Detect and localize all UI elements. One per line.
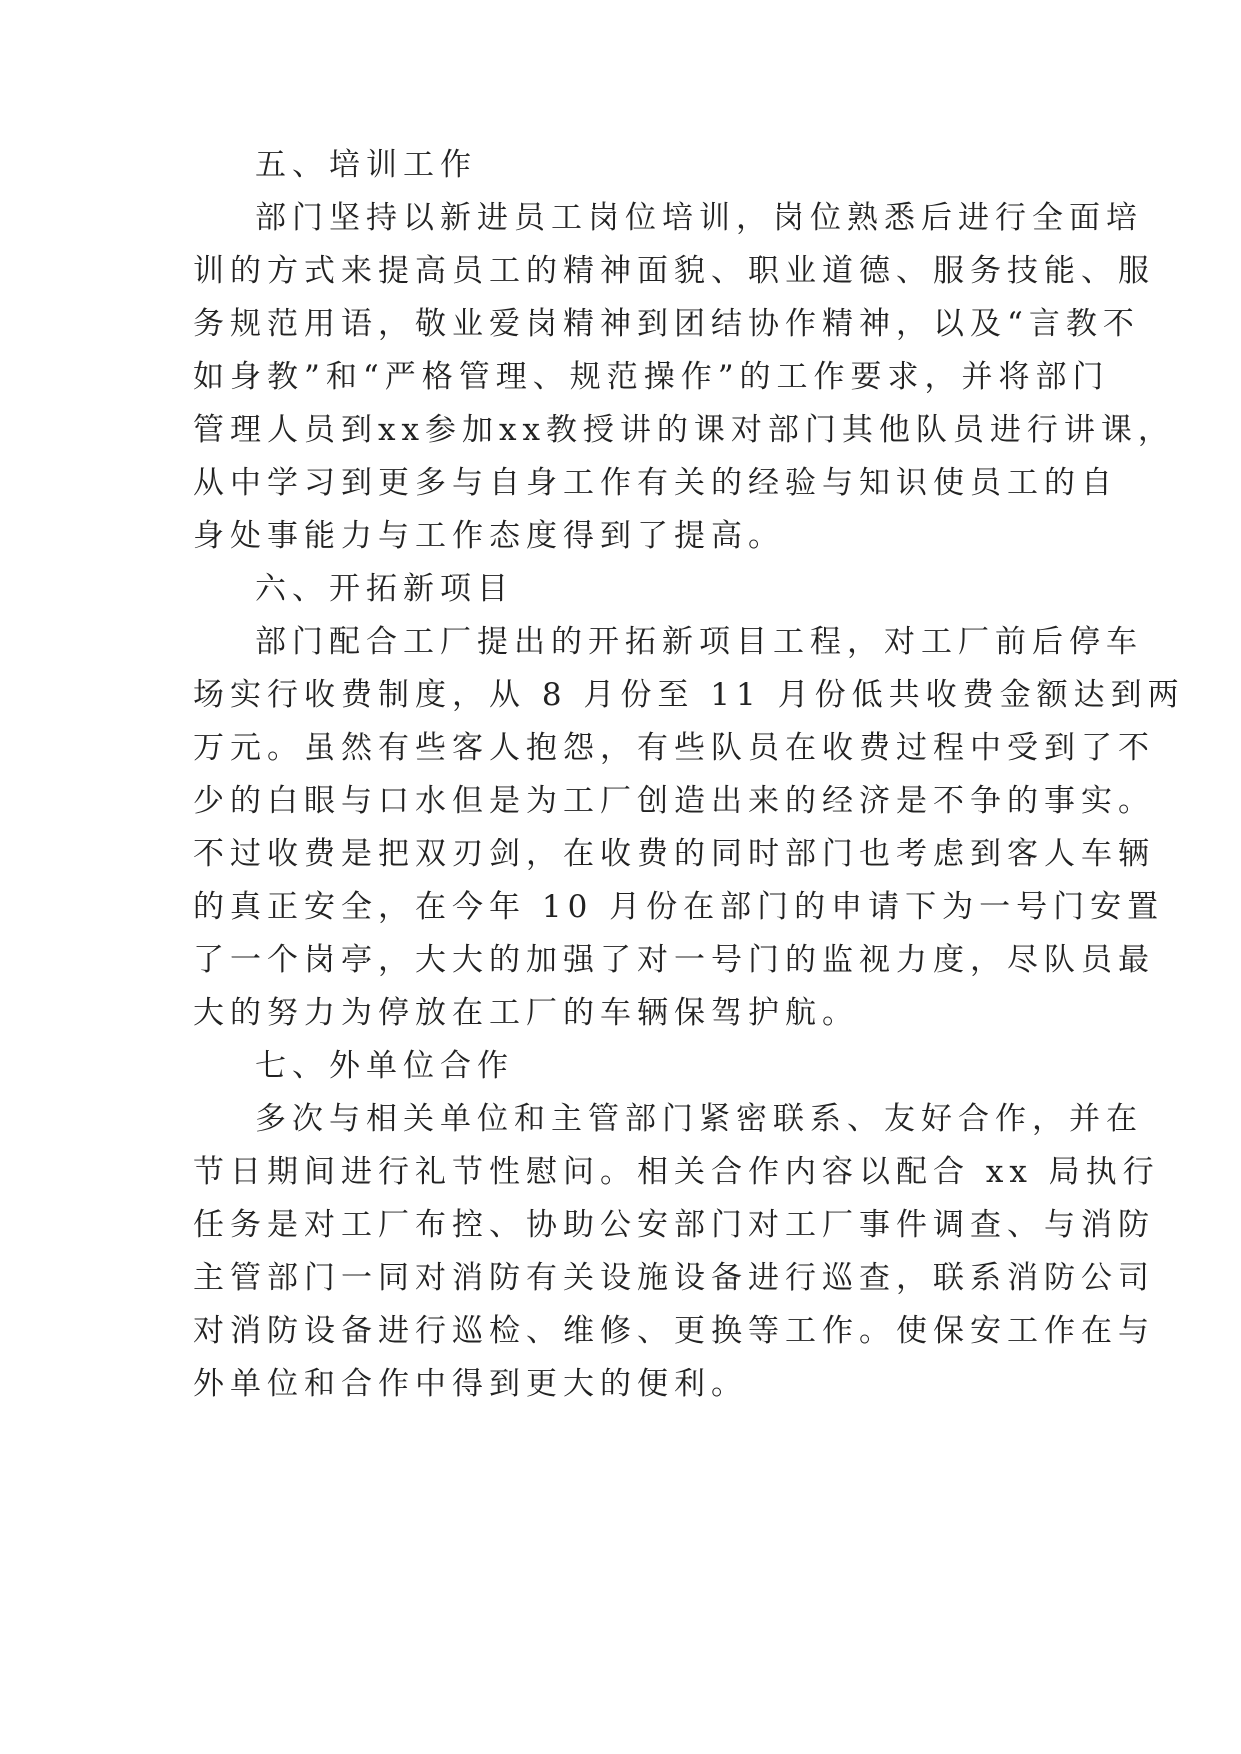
paragraph-line: 管理人员到xx参加xx教授讲的课对部门其他队员进行讲课，	[193, 412, 1175, 448]
section-heading: 七、外单位合作	[255, 1048, 514, 1084]
section-heading: 五、培训工作	[255, 147, 477, 183]
paragraph-line: 主管部门一同对消防有关设施设备进行巡查，联系消防公司	[193, 1260, 1155, 1296]
paragraph-line: 部门坚持以新进员工岗位培训，岗位熟悉后进行全面培	[255, 200, 1143, 236]
paragraph-line: 对消防设备进行巡检、维修、更换等工作。使保安工作在与	[193, 1313, 1155, 1349]
paragraph-line: 少的白眼与口水但是为工厂创造出来的经济是不争的事实。	[193, 783, 1155, 819]
paragraph-line: 场实行收费制度，从 8 月份至 11 月份低共收费金额达到两	[193, 677, 1185, 713]
paragraph-line: 外单位和合作中得到更大的便利。	[193, 1366, 748, 1402]
paragraph-line: 的真正安全，在今年 10 月份在部门的申请下为一号门安置	[193, 889, 1165, 925]
paragraph-line: 节日期间进行礼节性慰问。相关合作内容以配合 xx 局执行	[193, 1154, 1160, 1190]
paragraph-line: 万元。虽然有些客人抱怨，有些队员在收费过程中受到了不	[193, 730, 1155, 766]
paragraph-line: 部门配合工厂提出的开拓新项目工程，对工厂前后停车	[255, 624, 1143, 660]
paragraph-line: 了一个岗亭，大大的加强了对一号门的监视力度，尽队员最	[193, 942, 1155, 978]
section-heading: 六、开拓新项目	[255, 571, 514, 607]
paragraph-line: 多次与相关单位和主管部门紧密联系、友好合作，并在	[255, 1101, 1143, 1137]
paragraph-line: 身处事能力与工作态度得到了提高。	[193, 518, 785, 554]
paragraph-line: 不过收费是把双刃剑，在收费的同时部门也考虑到客人车辆	[193, 836, 1155, 872]
paragraph-line: 训的方式来提高员工的精神面貌、职业道德、服务技能、服	[193, 253, 1155, 289]
paragraph-line: 务规范用语，敬业爱岗精神到团结协作精神，以及“言教不	[193, 306, 1140, 342]
paragraph-line: 如身教”和“严格管理、规范操作”的工作要求，并将部门	[193, 359, 1110, 395]
paragraph-line: 从中学习到更多与自身工作有关的经验与知识使员工的自	[193, 465, 1118, 501]
paragraph-line: 任务是对工厂布控、协助公安部门对工厂事件调查、与消防	[193, 1207, 1155, 1243]
paragraph-line: 大的努力为停放在工厂的车辆保驾护航。	[193, 995, 859, 1031]
